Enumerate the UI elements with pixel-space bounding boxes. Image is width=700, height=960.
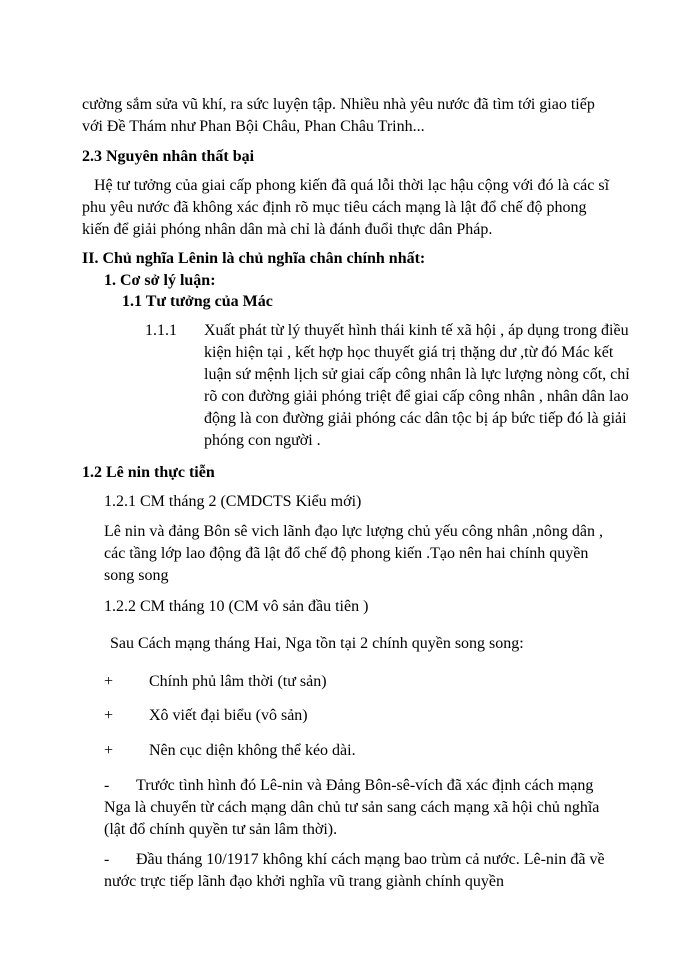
dash-2-line: nước trực tiếp lãnh đạo khởi nghĩa vũ trang giành chính quyền (104, 873, 504, 890)
plus-marker: + (104, 707, 114, 724)
heading-2-3: 2.3 Nguyên nhân thất bại (82, 148, 255, 165)
item-1-1-1-line: rõ con đường giải phóng triệt để giai cấp công nhân , nhân dân lao (204, 388, 629, 405)
para-2-3-line-1: Hệ tư tưởng của giai cấp phong kiến đã quá lỗi thời lạc hậu cộng với đó là các sĩ (94, 177, 610, 194)
plus-marker: + (104, 673, 114, 690)
item-1-1-1-line: phóng con người . (204, 432, 321, 449)
intro-line-1: cường sắm sửa vũ khí, ra sức luyện tập. Nhiều nhà yêu nước đã tìm tới giao tiếp (82, 96, 595, 113)
para-1-2-1-line: song song (104, 567, 169, 584)
dash-2-line: Đầu tháng 10/1917 không khí cách mạng bao trùm cả nước. Lê-nin đã về (136, 851, 605, 868)
heading-1-co-so: 1. Cơ sở lý luận: (104, 272, 216, 289)
item-1-1-1-line: kiện hiện tại , kết hợp học thuyết giá trị thặng dư ,từ đó Mác kết (204, 344, 614, 361)
dash-1-line: Trước tình hình đó Lê-nin và Đảng Bôn-sê-vích đã xác định cách mạng (136, 777, 594, 794)
heading-II: II. Chủ nghĩa Lênin là chủ nghĩa chân chính nhất: (82, 250, 426, 267)
para-2-3-line-3: kiến để giải phóng nhân dân mà chỉ là đánh đuổi thực dân Pháp. (82, 221, 493, 238)
plus-item: Chính phủ lâm thời (tư sản) (149, 673, 327, 690)
item-1-1-1-line: luận sứ mệnh lịch sử giai cấp công nhân là lực lượng nòng cốt, chỉ (204, 366, 630, 383)
intro-line-2: với Đề Thám như Phan Bội Châu, Phan Châu Trinh... (82, 118, 425, 135)
dash-1-line: Nga là chuyển từ cách mạng dân chủ tư sản sang cách mạng xã hội chủ nghĩa (104, 799, 600, 816)
heading-1-2: 1.2 Lê nin thực tiễn (82, 464, 215, 481)
para-1-2-1-line: các tầng lớp lao động đã lật đổ chế độ phong kiến .Tạo nên hai chính quyền (104, 545, 589, 562)
item-1-1-1-line: động là con đường giải phóng các dân tộc bị áp bức tiếp đó là giải (204, 410, 627, 427)
item-1-1-1-line: Xuất phát từ lý thuyết hình thái kinh tế xã hội , áp dụng trong điều (204, 322, 629, 339)
plus-item: Nên cục diện không thể kéo dài. (149, 742, 356, 759)
heading-1-2-1: 1.2.1 CM tháng 2 (CMDCTS Kiểu mới) (104, 493, 362, 510)
heading-1-1: 1.1 Tư tưởng của Mác (122, 293, 273, 310)
para-2-3-line-2: phu yêu nước đã không xác định rõ mục tiêu cách mạng là lật đổ chế độ phong (82, 199, 587, 216)
para-1-2-1-line: Lê nin và đảng Bôn sê vich lãnh đạo lực lượng chủ yếu công nhân ,nông dân , (104, 523, 604, 540)
dash-marker: - (104, 851, 110, 868)
dash-marker: - (104, 777, 110, 794)
dash-1-line: (lật đổ chính quyền tư sản lâm thời). (104, 821, 338, 838)
item-1-1-1-number: 1.1.1 (145, 322, 177, 339)
heading-1-2-2: 1.2.2 CM tháng 10 (CM vô sản đầu tiên ) (104, 598, 369, 615)
plus-marker: + (104, 742, 114, 759)
para-1-2-2: Sau Cách mạng tháng Hai, Nga tồn tại 2 chính quyền song song: (110, 635, 524, 652)
plus-item: Xô viết đại biểu (vô sản) (149, 707, 308, 724)
